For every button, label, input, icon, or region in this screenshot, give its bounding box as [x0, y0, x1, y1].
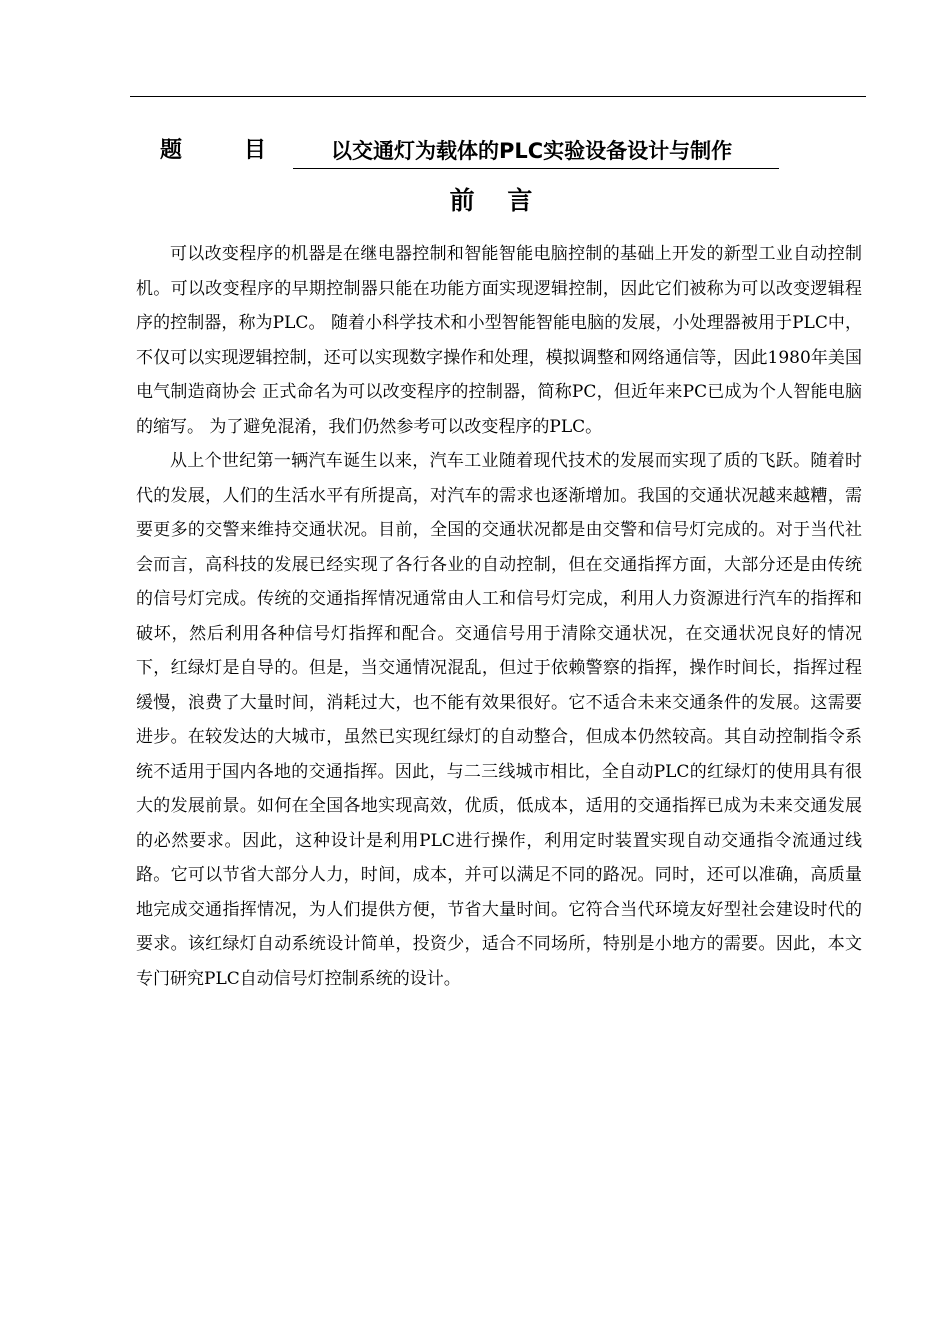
- section-heading: 前 言: [449, 186, 545, 215]
- title-underline: [293, 133, 779, 169]
- title-value: 以交通灯为载体的PLC实验设备设计与制作: [331, 139, 733, 163]
- paragraph-2: 从上个世纪第一辆汽车诞生以来，汽车工业随着现代技术的发展而实现了质的飞跃。随着时代的发展，人们的生活水平有所提高，对汽车的需求也逐渐增加。我国的交通状况越来越糟，需要更多的交警来维持交通状况。目前，全国的交通状况都是由交警和信号灯完成的。对于当代社会而言，高科技的发展已经实现了各行各业的自动控制，但在交通指挥方面，大部分还是由传统的信号灯完成。传统的交通指挥情况通常由人工和信号灯完成，利用人力资源进行汽车的指挥和破坏，然后利用各种信号灯指挥和配合。交通信号用于清除交通状况，在交通状况良好的情况下，红绿灯是自导的。但是，当交通情况混乱，但过于依赖警察的指挥，操作时间长，指挥过程缓慢，浪费了大量时间，消耗过大，也不能有效果很好。它不适合未来交通条件的发展。这需要进步。在较发达的大城市，虽然已实现红绿灯的自动整合，但成本仍然较高。其自动控制指令系统不适用于国内各地的交通指挥。因此，与二三线城市相比，全自动PLC的红绿灯的使用具有很大的发展前景。如何在全国各地实现高效，优质，低成本，适用的交通指挥已成为未来交通发展的必然要求。因此，这种设计是利用PLC进行操作，利用定时装置实现自动交通指令流通过线路。它可以节省大部分人力，时间，成本，并可以满足不同的路况。同时，还可以准确，高质量地完成交通指挥情况，为人们提供方便，节省大量时间。它符合当代环境友好型社会建设时代的要求。该红绿灯自动系统设计简单，投资少，适合不同场所，特别是小地方的需要。因此，本文专门研究PLC自动信号灯控制系统的设计。: [136, 451, 862, 989]
- body-text: [136, 237, 862, 996]
- title-row: [160, 133, 800, 169]
- header-rule: [130, 96, 866, 97]
- title-label: 题目: [160, 138, 329, 163]
- paragraph-1: 可以改变程序的机器是在继电器控制和智能智能电脑控制的基础上开发的新型工业自动控制机。可以改变程序的早期控制器只能在功能方面实现逻辑控制，因此它们被称为可以改变逻辑程序的控制器，称为PLC。 随着小科学技术和小型智能智能电脑的发展，小处理器被用于PLC中，不仅可以实现逻辑控制，还可以实现数字操作和处理，模拟调整和网络通信等，因此1980年美国电气制造商协会 正式命名为可以改变程序的控制器，简称PC，但近年来PC已成为个人智能电脑的缩写。 为了避免混淆，我们仍然参考可以改变程序的PLC。: [136, 244, 862, 437]
